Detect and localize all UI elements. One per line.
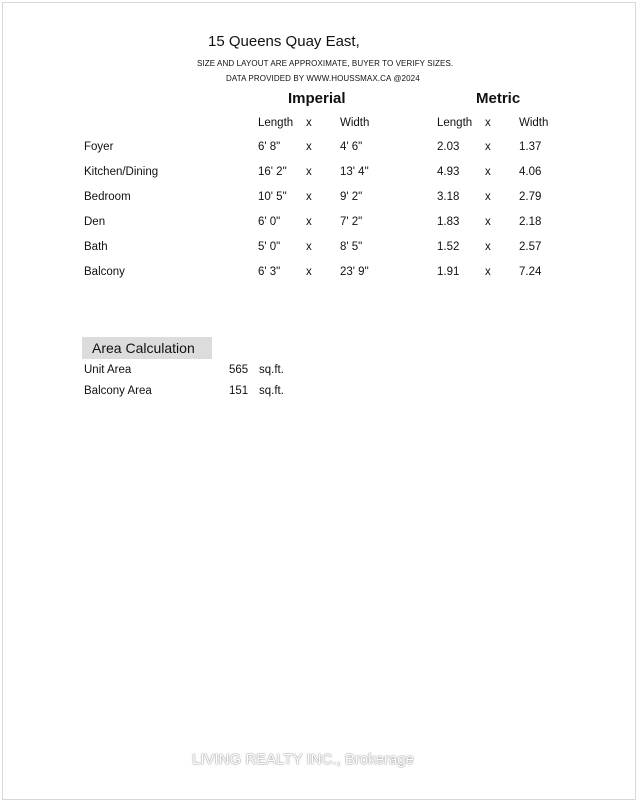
metric-x: x: [485, 266, 491, 278]
metric-length: 1.52: [437, 241, 460, 253]
imperial-x: x: [306, 166, 312, 178]
metric-heading: Metric: [476, 90, 521, 107]
metric-x: x: [485, 141, 491, 153]
imperial-length: 6' 8": [258, 141, 281, 153]
imperial-width: 9' 2": [340, 191, 363, 203]
imperial-width: 7' 2": [340, 216, 363, 228]
imperial-x-header: x: [306, 117, 312, 129]
area-unit: sq.ft.: [259, 364, 284, 376]
imperial-length: 16' 2": [258, 166, 287, 178]
metric-width-header: Width: [519, 117, 549, 129]
imperial-width: 8' 5": [340, 241, 363, 253]
area-value: 565: [229, 364, 249, 376]
imperial-width-header: Width: [340, 117, 370, 129]
metric-width: 2.57: [519, 241, 542, 253]
area-value: 151: [229, 385, 249, 397]
metric-x: x: [485, 216, 491, 228]
metric-x: x: [485, 166, 491, 178]
imperial-x: x: [306, 141, 312, 153]
approximate-size-notice: SIZE AND LAYOUT ARE APPROXIMATE, BUYER TO VERIFY SIZES.: [197, 59, 454, 68]
metric-x: x: [485, 241, 491, 253]
room-name: Foyer: [84, 141, 114, 153]
metric-length-header: Length: [437, 117, 473, 129]
metric-length: 3.18: [437, 191, 460, 203]
area-label: Balcony Area: [84, 385, 152, 397]
imperial-length: 6' 0": [258, 216, 281, 228]
room-name: Den: [84, 216, 106, 228]
imperial-length: 6' 3": [258, 266, 281, 278]
metric-length: 2.03: [437, 141, 460, 153]
area-unit: sq.ft.: [259, 385, 284, 397]
imperial-x: x: [306, 191, 312, 203]
imperial-x: x: [306, 241, 312, 253]
room-name: Kitchen/Dining: [84, 166, 159, 178]
metric-width: 1.37: [519, 141, 542, 153]
imperial-width: 23' 9": [340, 266, 369, 278]
metric-width: 4.06: [519, 166, 542, 178]
imperial-heading: Imperial: [288, 90, 346, 107]
room-name: Bath: [84, 241, 108, 253]
imperial-x: x: [306, 266, 312, 278]
room-name: Balcony: [84, 266, 125, 278]
room-name: Bedroom: [84, 191, 131, 203]
imperial-length: 10' 5": [258, 191, 287, 203]
imperial-length: 5' 0": [258, 241, 281, 253]
metric-x: x: [485, 191, 491, 203]
area-label: Unit Area: [84, 364, 132, 376]
metric-x-header: x: [485, 117, 491, 129]
data-source-notice: DATA PROVIDED BY WWW.HOUSSMAX.CA @2024: [226, 74, 420, 83]
area-calculation-heading: Area Calculation: [82, 337, 212, 359]
property-address-title: 15 Queens Quay East,: [208, 33, 360, 50]
metric-length: 1.91: [437, 266, 460, 278]
metric-width: 2.79: [519, 191, 542, 203]
metric-length: 4.93: [437, 166, 460, 178]
imperial-width: 13' 4": [340, 166, 369, 178]
metric-width: 7.24: [519, 266, 542, 278]
brokerage-watermark: LIVING REALTY INC., Brokerage: [192, 751, 415, 768]
metric-length: 1.83: [437, 216, 460, 228]
imperial-width: 4' 6": [340, 141, 363, 153]
metric-width: 2.18: [519, 216, 542, 228]
imperial-length-header: Length: [258, 117, 294, 129]
imperial-x: x: [306, 216, 312, 228]
